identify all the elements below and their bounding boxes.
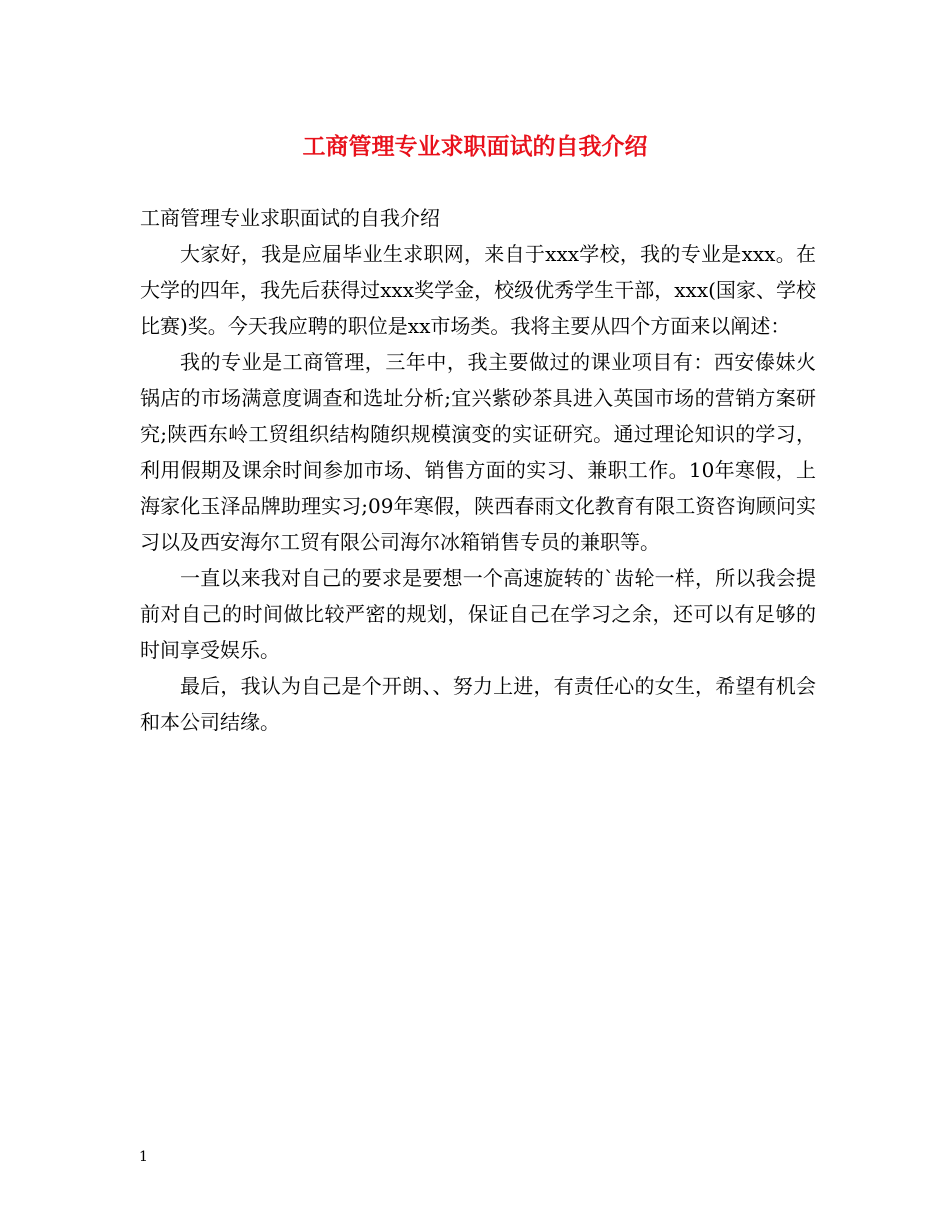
page-number: 1 (139, 1149, 148, 1165)
paragraph-self-requirement: 一直以来我对自己的要求是要想一个高速旋转的`齿轮一样，所以我会提前对自己的时间做比较严密的规划，保证自己在学习之余，还可以有足够的时间享受娱乐。 (140, 566, 816, 662)
paragraph-major-experience: 我的专业是工商管理，三年中，我主要做过的课业项目有：西安傣妹火锅店的市场满意度调查和选址分析;宜兴紫砂茶具进入英国市场的营销方案研究;陕西东岭工贸组织结构随织规模演变的实证研究。通过理论知识的学习，利用假期及课余时间参加市场、销售方面的实习、兼职工作。10年寒假，上海家化玉泽品牌助理实习;09年寒假，陕西春雨文化教育有限工资咨询顾问实习以及西安海尔工贸有限公司海尔冰箱销售专员的兼职等。 (140, 350, 816, 554)
document-title: 工商管理专业求职面试的自我介绍 (302, 133, 648, 160)
paragraph-conclusion: 最后，我认为自己是个开朗、、努力上进，有责任心的女生，希望有机会和本公司结缘。 (140, 674, 816, 734)
paragraph-greeting: 大家好，我是应届毕业生求职网，来自于xxx学校，我的专业是xxx。在大学的四年，我先后获得过xxx奖学金，校级优秀学生干部，xxx(国家、学校比赛)奖。今天我应聘的职位是xx市场类。我将主要从四个方面来以阐述： (140, 242, 816, 338)
document-subtitle: 工商管理专业求职面试的自我介绍 (140, 206, 440, 230)
document-body (140, 200, 816, 740)
